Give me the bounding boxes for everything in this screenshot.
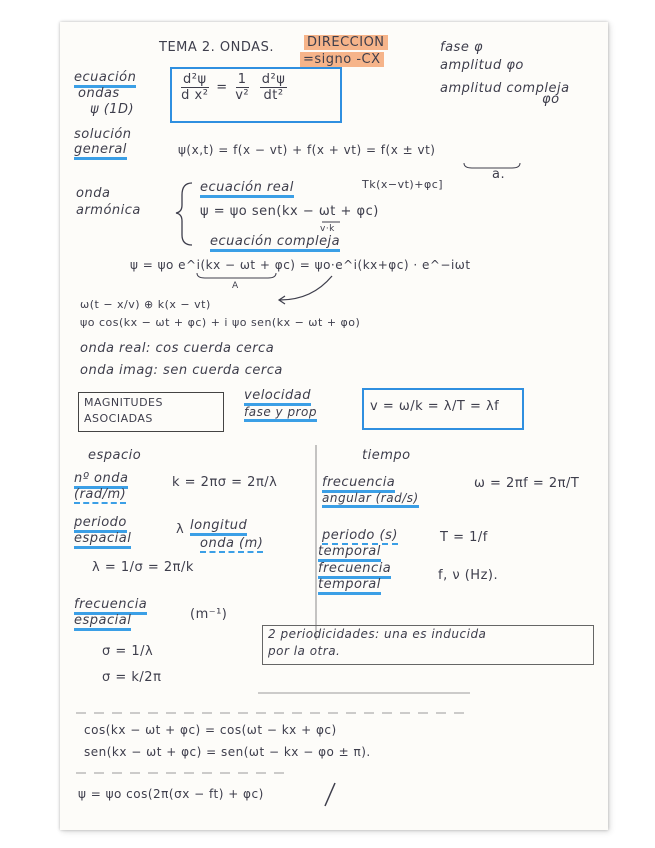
- space-freq-label-1: frecuencia: [74, 597, 147, 615]
- general-solution-note: a.: [492, 167, 506, 182]
- general-solution-label-2: general: [74, 142, 127, 160]
- space-freq-formula-1: σ = 1/λ: [102, 644, 154, 659]
- wavenumber-label-1: nº onda: [74, 471, 128, 489]
- page-title: TEMA 2. ONDAS.: [159, 40, 274, 55]
- period-symbol: λ: [176, 522, 185, 537]
- velocity-formula: v = ω/k = λ/T = λf: [370, 399, 500, 414]
- magnitudes-line-2: ASOCIADAS: [84, 412, 153, 425]
- angular-label-1: frecuencia: [322, 475, 395, 493]
- note-line-1: ω(t − x/v) ⊕ k(x − vt): [80, 298, 211, 311]
- wave-equation: $\frac{\text{d²ψ}}{\text{d x²}}$ = $\frac{1}{\text{v²}}$ $\frac{\text{d²ψ}}{\text{dt²}}$: [181, 72, 286, 103]
- phase-note: fase φ: [440, 40, 484, 55]
- period-label-1: periodo: [74, 515, 127, 533]
- velocity-label-1: velocidad: [244, 388, 311, 406]
- time-freq-label-1: frecuencia: [318, 561, 391, 579]
- harmonic-label-1: onda: [76, 186, 111, 201]
- amplitude-note: amplitud φo: [440, 58, 524, 73]
- omega-note: v·k: [320, 224, 335, 234]
- space-heading: espacio: [88, 448, 142, 463]
- wave-eq-label-1: ecuación: [74, 70, 136, 88]
- identity-line-3: ψ = ψo cos(2π(σx − ft) + φc): [78, 787, 264, 801]
- period-formula: λ = 1/σ = 2π/k: [92, 560, 194, 575]
- note-line-4: onda imag: sen cuerda cerca: [80, 363, 283, 378]
- time-period-label-1: periodo (s): [322, 528, 398, 543]
- angular-formula: ω = 2πf = 2π/T: [474, 476, 580, 491]
- direction-rule: =signo -CX: [300, 52, 384, 67]
- wave-eq-label-3: ψ (1D): [90, 102, 135, 117]
- complex-equation-label: ecuación compleja: [210, 234, 340, 252]
- time-freq-formula: f, ν (Hz).: [438, 568, 499, 583]
- velocity-label-2: fase y prop: [244, 405, 317, 422]
- time-freq-label-2: temporal: [318, 577, 381, 595]
- wavelength-label-1: longitud: [190, 518, 247, 536]
- complex-amplitude-symbol: φo: [542, 92, 560, 107]
- identity-line-1: cos(kx − ωt + φc) = cos(ωt − kx + φc): [84, 723, 337, 737]
- real-equation-label: ecuación real: [200, 180, 294, 198]
- wavenumber-formula: k = 2πσ = 2π/λ: [172, 475, 278, 490]
- identity-line-2: sen(kx − ωt + φc) = sen(ωt − kx − φo ± π).: [84, 745, 371, 759]
- period-label-2: espacial: [74, 531, 131, 549]
- hint-letter: A: [232, 281, 239, 291]
- space-freq-label-2: espacial: [74, 613, 131, 631]
- direction-label: DIRECCION: [304, 35, 388, 50]
- harmonic-label-2: armónica: [76, 203, 141, 218]
- general-solution-label-1: solución: [74, 127, 132, 142]
- space-freq-unit: (m⁻¹): [190, 607, 228, 622]
- time-period-formula: T = 1/f: [440, 530, 488, 545]
- note-line-3: onda real: cos cuerda cerca: [80, 341, 275, 356]
- note-line-2: ψo cos(kx − ωt + φc) + i ψo sen(kx − ωt + φo): [80, 316, 361, 329]
- remark-line-1: 2 periodicidades: una es inducida: [268, 627, 487, 641]
- wavelength-label-2: onda (m): [200, 536, 264, 551]
- arrow-mark: [280, 276, 332, 300]
- real-equation-extra: Tk(x−vt)+φc]: [362, 178, 444, 191]
- magnitudes-line-1: MAGNITUDES: [84, 396, 163, 409]
- harmonic-bracket: [176, 183, 192, 245]
- real-equation-formula: ψ = ψo sen(kx − ωt + φc): [200, 204, 379, 219]
- time-period-label-2: temporal: [318, 544, 381, 562]
- angular-label-2: angular (rad/s): [322, 491, 419, 508]
- general-solution-formula: ψ(x,t) = f(x − vt) + f(x + vt) = f(x ± vt): [178, 143, 436, 157]
- complex-amplitude-label: amplitud compleja: [440, 81, 570, 96]
- time-heading: tiempo: [362, 448, 411, 463]
- complex-equation-formula: ψ = ψo e^i(kx − ωt + φc) = ψo·e^i(kx+φc) · e^−iωt: [130, 258, 471, 272]
- remark-line-2: por la otra.: [268, 644, 341, 658]
- wavenumber-label-2: (rad/m): [74, 487, 127, 502]
- wave-eq-label-2: ondas: [78, 86, 120, 101]
- space-freq-formula-2: σ = k/2π: [102, 670, 162, 685]
